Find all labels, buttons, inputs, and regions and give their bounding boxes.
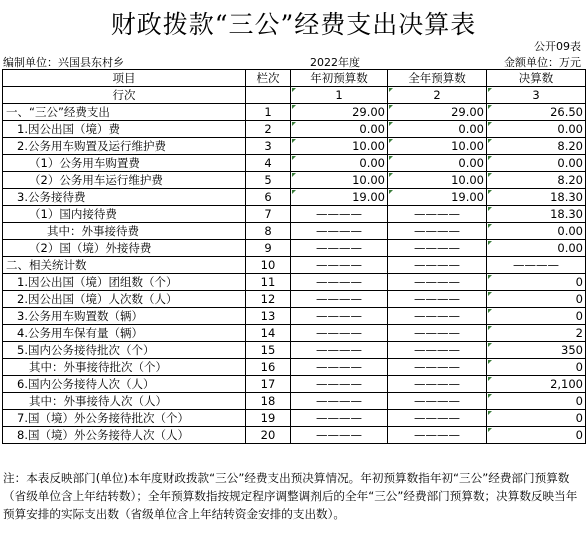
row-number: 13 [246, 308, 291, 325]
final-account-value: ———— [487, 257, 586, 274]
annual-budget-value: ———— [388, 393, 487, 410]
initial-budget-value: ———— [291, 410, 388, 427]
initial-budget-value: ———— [291, 393, 388, 410]
row-number: 17 [246, 376, 291, 393]
header-final-account: 决算数 [487, 70, 586, 87]
initial-budget-value: ———— [291, 257, 388, 274]
initial-budget-value: ———— [291, 308, 388, 325]
initial-budget-value: ———— [291, 427, 388, 444]
table-row [3, 189, 586, 206]
header-item: 项目 [3, 70, 246, 87]
annual-budget-value: ———— [388, 427, 487, 444]
table-row [3, 359, 586, 376]
initial-budget-value: 10.00 [291, 172, 388, 189]
table-row [3, 427, 586, 444]
annual-budget-value: ———— [388, 223, 487, 240]
initial-budget-value: ———— [291, 376, 388, 393]
table-row [3, 342, 586, 359]
table-row [3, 257, 586, 274]
table-row [3, 104, 586, 121]
final-account-value: 0.00 [487, 240, 586, 257]
row-number: 14 [246, 325, 291, 342]
row-number: 7 [246, 206, 291, 223]
row-number: 12 [246, 291, 291, 308]
row-label: 二、相关统计数 [3, 257, 246, 274]
table-row [3, 121, 586, 138]
final-account-value: 0 [487, 308, 586, 325]
table-row [3, 138, 586, 155]
initial-budget-value: ———— [291, 240, 388, 257]
annual-budget-value: ———— [388, 325, 487, 342]
row-label-header: 行次 [3, 87, 246, 104]
initial-budget-value: 0.00 [291, 155, 388, 172]
row-label: 1.因公出国（境）团组数（个） [3, 274, 246, 291]
annual-budget-value: ———— [388, 291, 487, 308]
annual-budget-value: ———— [388, 410, 487, 427]
final-account-value: 26.50 [487, 104, 586, 121]
row-number: 10 [246, 257, 291, 274]
final-account-value: 0 [487, 291, 586, 308]
table-row [3, 410, 586, 427]
blank-cell [246, 87, 291, 104]
row-number: 6 [246, 189, 291, 206]
row-label: 2.公务用车购置及运行维护费 [3, 138, 246, 155]
row-label: 其中：外事接待人次（人） [3, 393, 246, 410]
row-number: 15 [246, 342, 291, 359]
table-row [3, 172, 586, 189]
row-number: 4 [246, 155, 291, 172]
final-account-value: 0 [487, 393, 586, 410]
initial-budget-value: 29.00 [291, 104, 388, 121]
row-label: （2）公务用车运行维护费 [3, 172, 246, 189]
row-label: 其中：外事接待费 [3, 223, 246, 240]
header-initial-budget: 年初预算数 [291, 70, 388, 87]
row-number: 18 [246, 393, 291, 410]
final-account-value: 18.30 [487, 189, 586, 206]
table-row [3, 274, 586, 291]
row-label: 5.国内公务接待批次（个） [3, 342, 246, 359]
final-account-value: 350 [487, 342, 586, 359]
table-row [3, 325, 586, 342]
form-number: 公开09表 [534, 40, 581, 53]
annual-budget-value: ———— [388, 376, 487, 393]
table-row [3, 206, 586, 223]
annual-budget-value: ———— [388, 206, 487, 223]
final-account-value: 2,100 [487, 376, 586, 393]
initial-budget-value: ———— [291, 359, 388, 376]
row-label: 8.国（境）外公务接待人次（人） [3, 427, 246, 444]
header-annual-budget: 全年预算数 [388, 70, 487, 87]
table-row [3, 155, 586, 172]
expense-table [2, 69, 586, 444]
row-label: 其中：外事接待批次（个） [3, 359, 246, 376]
row-number: 5 [246, 172, 291, 189]
annual-budget-value: ———— [388, 342, 487, 359]
annual-budget-value: 29.00 [388, 104, 487, 121]
row-label: 一、“三公”经费支出 [3, 104, 246, 121]
final-account-value: 8.20 [487, 172, 586, 189]
money-unit: 金额单位：万元 [504, 56, 581, 69]
compiling-unit: 编制单位：兴国县东村乡 [3, 56, 124, 69]
final-account-value: 8.20 [487, 138, 586, 155]
table-row [3, 393, 586, 410]
initial-budget-value: ———— [291, 325, 388, 342]
row-label: 6.国内公务接待人次（人） [3, 376, 246, 393]
header-column-no: 栏次 [246, 70, 291, 87]
final-account-value: 0 [487, 274, 586, 291]
row-label: 2.因公出国（境）人次数（人） [3, 291, 246, 308]
table-row [3, 308, 586, 325]
column-index-1: 1 [291, 87, 388, 104]
report-title: 财政拨款“三公”经费支出决算表 [110, 10, 477, 39]
row-label: 4.公务用车保有量（辆） [3, 325, 246, 342]
table-row [3, 240, 586, 257]
annual-budget-value: 0.00 [388, 155, 487, 172]
row-number: 3 [246, 138, 291, 155]
table-row [3, 223, 586, 240]
fiscal-year: 2022年度 [310, 56, 360, 69]
final-account-value: 0 [487, 359, 586, 376]
initial-budget-value: ———— [291, 291, 388, 308]
annual-budget-value: ———— [388, 257, 487, 274]
initial-budget-value: 0.00 [291, 121, 388, 138]
row-label: 7.国（境）外公务接待批次（个） [3, 410, 246, 427]
initial-budget-value: ———— [291, 274, 388, 291]
initial-budget-value: ———— [291, 206, 388, 223]
row-label: 3.公务接待费 [3, 189, 246, 206]
final-account-value: 18.30 [487, 206, 586, 223]
table-row [3, 376, 586, 393]
column-index-2: 2 [388, 87, 487, 104]
initial-budget-value: ———— [291, 223, 388, 240]
table-row [3, 291, 586, 308]
initial-budget-value: 10.00 [291, 138, 388, 155]
row-number: 11 [246, 274, 291, 291]
final-account-value: 0 [487, 427, 586, 444]
row-number: 9 [246, 240, 291, 257]
final-account-value: 0.00 [487, 223, 586, 240]
annual-budget-value: ———— [388, 359, 487, 376]
final-account-value: 0 [487, 410, 586, 427]
annual-budget-value: 10.00 [388, 138, 487, 155]
annual-budget-value: ———— [388, 274, 487, 291]
initial-budget-value: ———— [291, 342, 388, 359]
footnote: 注：本表反映部门(单位)本年度财政拨款“三公”经费支出预决算情况。年初预算数指年初“三公”经费部门预算数（省级单位含上年结转数）；全年预算数指按规定程序调整调剂后的全年“三公”经费部门预算数；决算数反映当年预算安排的实际支出数（省级单位含上年结转资金安排的支出数）。 [3, 471, 578, 521]
annual-budget-value: ———— [388, 308, 487, 325]
final-account-value: 2 [487, 325, 586, 342]
row-label: 3.公务用车购置数（辆） [3, 308, 246, 325]
row-number: 16 [246, 359, 291, 376]
row-number: 19 [246, 410, 291, 427]
annual-budget-value: 0.00 [388, 121, 487, 138]
column-index-3: 3 [487, 87, 586, 104]
final-account-value: 0.00 [487, 121, 586, 138]
column-index-row [3, 87, 586, 104]
annual-budget-value: 10.00 [388, 172, 487, 189]
header-row [3, 70, 586, 87]
final-account-value: 0.00 [487, 155, 586, 172]
row-number: 8 [246, 223, 291, 240]
initial-budget-value: 19.00 [291, 189, 388, 206]
annual-budget-value: ———— [388, 240, 487, 257]
row-number: 1 [246, 104, 291, 121]
row-label: 1.因公出国（境）费 [3, 121, 246, 138]
row-label: （1）国内接待费 [3, 206, 246, 223]
row-number: 20 [246, 427, 291, 444]
row-number: 2 [246, 121, 291, 138]
annual-budget-value: 19.00 [388, 189, 487, 206]
row-label: （2）国（境）外接待费 [3, 240, 246, 257]
row-label: （1）公务用车购置费 [3, 155, 246, 172]
